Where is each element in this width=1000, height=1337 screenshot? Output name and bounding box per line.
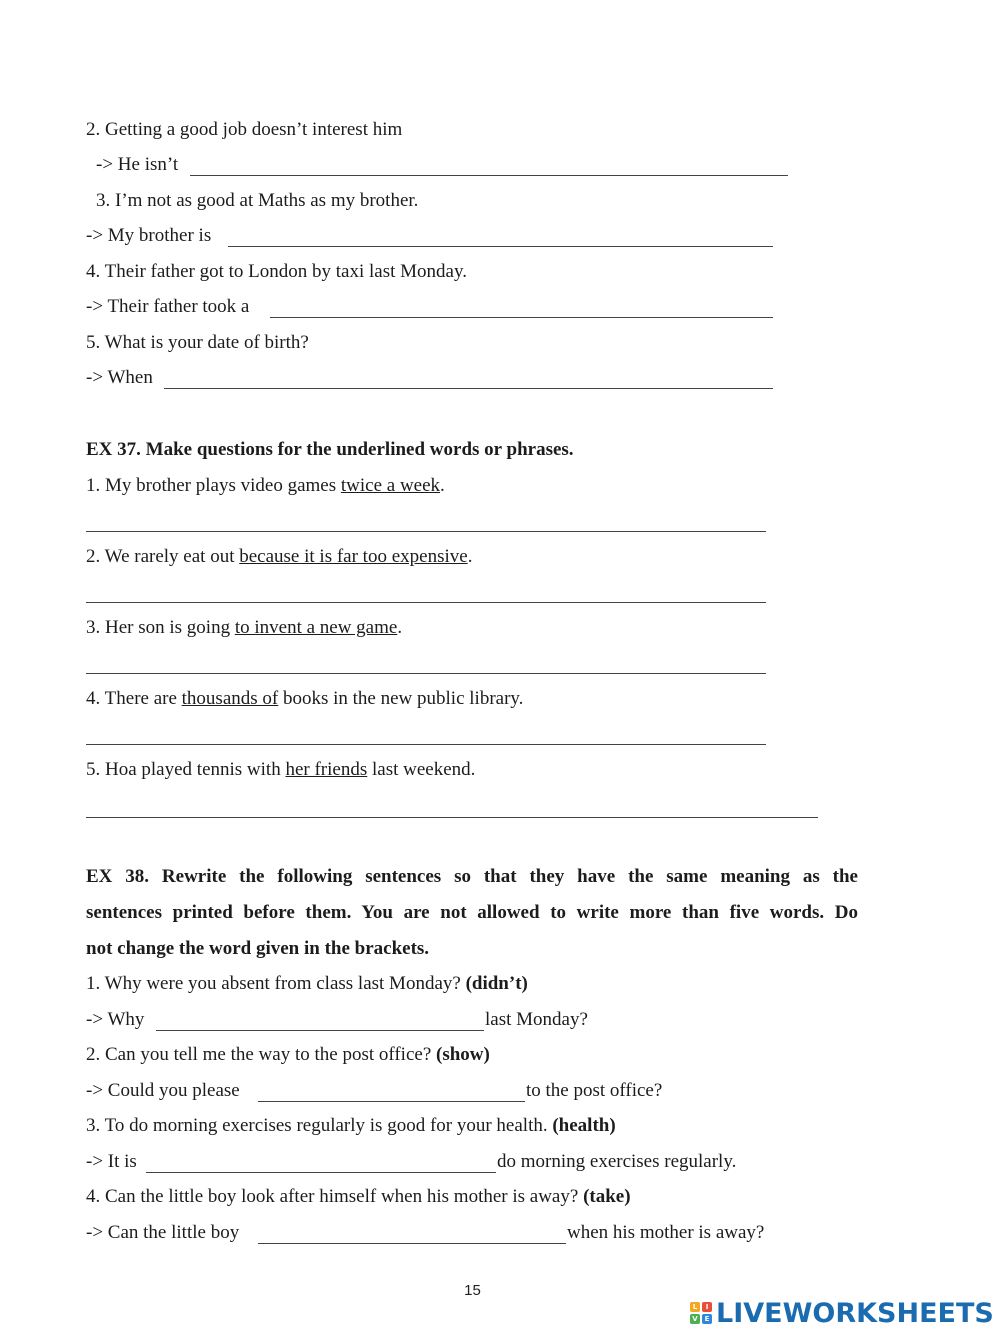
underlined-phrase: to invent a new game: [234, 617, 398, 638]
ex38-item-1-answer-end: last Monday?: [485, 1009, 588, 1030]
ex38-item-2-answer-end: to the post office?: [526, 1080, 663, 1101]
page-number: 15: [464, 1282, 481, 1299]
ex38-item-4-prompt: 4. Can the little boy look after himself when his mother is away? (take): [86, 1186, 631, 1207]
ex38-item-1-answer-start: -> Why: [86, 1009, 145, 1030]
sentence-3-prompt: 3. I’m not as good at Maths as my brother.: [96, 190, 419, 211]
sentence-5-prompt: 5. What is your date of birth?: [86, 332, 309, 353]
liveworksheets-logo[interactable]: [690, 1296, 994, 1330]
underlined-phrase: her friends: [285, 759, 368, 780]
ex37-answer-line-3[interactable]: [86, 673, 766, 674]
ex38-answer-blank-1[interactable]: [156, 1030, 484, 1031]
logo-text: LIVEWORKSHEETS: [716, 1297, 994, 1329]
keyword: (show): [436, 1044, 490, 1065]
ex38-item-2-answer-start: -> Could you please: [86, 1080, 240, 1101]
ex38-item-3-answer-start: -> It is: [86, 1151, 137, 1172]
keyword: (take): [583, 1186, 631, 1207]
sentence-4-answer-start: -> Their father took a: [86, 296, 250, 317]
keyword: (health): [552, 1115, 616, 1136]
ex37-answer-line-1[interactable]: [86, 531, 766, 532]
keyword: (didn’t): [465, 973, 528, 994]
ex37-answer-line-2[interactable]: [86, 602, 766, 603]
ex37-item-1: 1. My brother plays video games twice a week.: [86, 475, 445, 496]
ex38-item-3-prompt: 3. To do morning exercises regularly is good for your health. (health): [86, 1115, 616, 1136]
ex38-title-line-3: not change the word given in the brackets.: [86, 938, 430, 959]
ex38-item-2-prompt: 2. Can you tell me the way to the post office? (show): [86, 1044, 490, 1065]
ex37-answer-line-5[interactable]: [86, 817, 818, 818]
ex37-item-4: 4. There are thousands of books in the new public library.: [86, 688, 524, 709]
ex38-title-line-1: EX 38. Rewrite the following sentences so that they have the same meaning as the: [86, 866, 858, 887]
ex38-answer-blank-3[interactable]: [146, 1172, 496, 1173]
ex38-answer-blank-2[interactable]: [258, 1101, 525, 1102]
ex38-title-line-2: sentences printed before them. You are not allowed to write more than five words. Do: [86, 902, 858, 923]
ex37-title: EX 37. Make questions for the underlined words or phrases.: [86, 439, 574, 460]
underlined-phrase: because it is far too expensive: [239, 546, 468, 567]
ex38-item-4-answer-start: -> Can the little boy: [86, 1222, 240, 1243]
ex38-item-4-answer-end: when his mother is away?: [567, 1222, 765, 1243]
underlined-phrase: twice a week: [340, 475, 441, 496]
answer-blank-4[interactable]: [270, 317, 773, 318]
answer-blank-2[interactable]: [190, 175, 788, 176]
sentence-4-prompt: 4. Their father got to London by taxi last Monday.: [86, 261, 467, 282]
logo-grid-icon: L I V E: [690, 1302, 712, 1324]
sentence-5-answer-start: -> When: [86, 367, 153, 388]
ex37-item-2: 2. We rarely eat out because it is far too expensive.: [86, 546, 473, 567]
ex37-item-5: 5. Hoa played tennis with her friends last weekend.: [86, 759, 476, 780]
ex38-answer-blank-4[interactable]: [258, 1243, 566, 1244]
sentence-2-prompt: 2. Getting a good job doesn’t interest him: [86, 119, 403, 140]
answer-blank-5[interactable]: [164, 388, 773, 389]
ex37-item-3: 3. Her son is going to invent a new game.: [86, 617, 403, 638]
answer-blank-3[interactable]: [228, 246, 773, 247]
underlined-phrase: thousands of: [181, 688, 279, 709]
ex38-item-1-prompt: 1. Why were you absent from class last Monday? (didn’t): [86, 973, 528, 994]
sentence-3-answer-start: -> My brother is: [86, 225, 212, 246]
ex38-item-3-answer-end: do morning exercises regularly.: [497, 1151, 737, 1172]
sentence-2-answer-start: -> He isn’t: [96, 154, 179, 175]
ex37-answer-line-4[interactable]: [86, 744, 766, 745]
